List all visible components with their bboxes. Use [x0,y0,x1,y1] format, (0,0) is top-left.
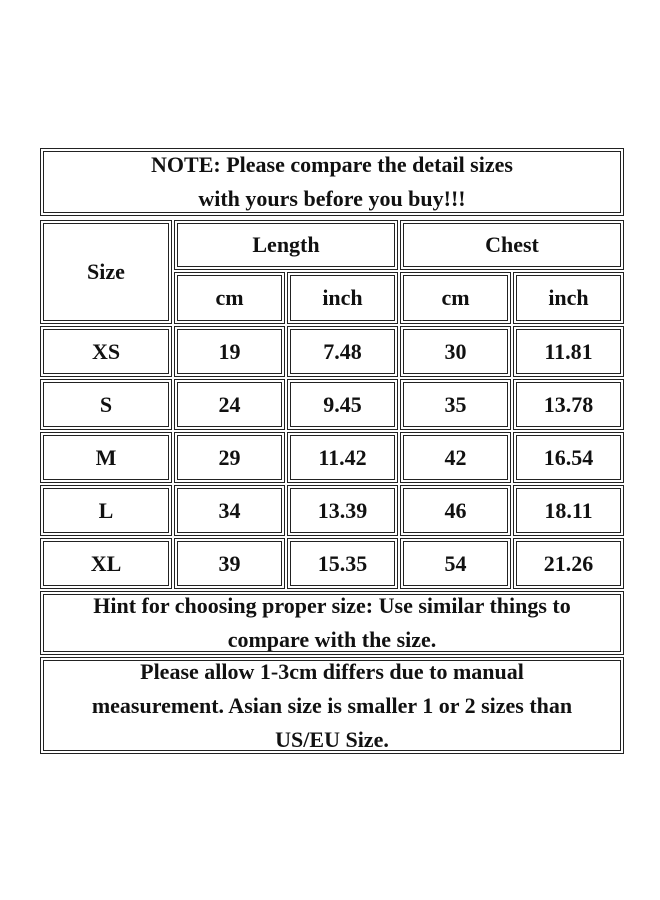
chest-cm-value: 46 [444,497,467,523]
row-m-length-inch [287,432,398,483]
row-xs-length-inch [287,326,398,377]
chest-cm-value: 30 [444,338,467,364]
length-header [174,220,398,270]
measurement-note-line-3: US/EU Size. [275,726,389,752]
row-xs-length-cm [174,326,285,377]
hint-line-2: compare with the size. [227,627,437,652]
row-xl-length-inch [287,538,398,589]
chest-inch-header [513,272,624,324]
measurement-note [40,657,624,754]
row-s-chest-cm [400,379,511,430]
row-xl-chest-inch [513,538,624,589]
length-inch-value: 9.45 [323,391,362,417]
chest-header [400,220,624,270]
chest-cm-label: cm [441,285,470,310]
length-cm-header [174,272,285,324]
size-chart [40,148,624,754]
chest-cm-value: 42 [444,444,467,470]
note-line-1: NOTE: Please compare the detail sizes [151,152,513,177]
length-cm-value: 29 [218,444,241,470]
length-header-label: Length [252,232,320,257]
note-line-2: with yours before you buy!!! [198,186,466,211]
size-value: M [95,444,117,470]
length-inch-value: 15.35 [317,550,368,576]
length-inch-value: 11.42 [318,444,367,470]
chest-cm-header [400,272,511,324]
row-s-chest-inch [513,379,624,430]
length-inch-label: inch [322,285,363,310]
row-xl-length-cm [174,538,285,589]
chest-inch-value: 21.26 [543,550,594,576]
chest-cm-value: 54 [444,550,467,576]
length-inch-value: 7.48 [323,338,362,364]
chest-inch-value: 11.81 [544,338,593,364]
length-cm-value: 19 [218,338,241,364]
chest-header-label: Chest [485,232,539,257]
length-inch-value: 13.39 [317,497,368,523]
row-xs-chest-cm [400,326,511,377]
row-xs-chest-inch [513,326,624,377]
row-l-length-cm [174,485,285,536]
size-header-label: Size [87,259,125,284]
chest-inch-label: inch [548,285,589,310]
row-m-chest-cm [400,432,511,483]
measurement-note-line-2: measurement. Asian size is smaller 1 or 2 sizes than [91,692,573,718]
row-xs-size [40,326,172,377]
hint-line-1: Hint for choosing proper size: Use similar things to [93,593,571,618]
chest-inch-value: 13.78 [543,391,594,417]
row-l-size [40,485,172,536]
chest-inch-value: 18.11 [544,497,593,523]
length-cm-value: 39 [218,550,241,576]
size-value: L [98,497,114,523]
length-inch-header [287,272,398,324]
length-cm-value: 24 [218,391,241,417]
length-cm-value: 34 [218,497,241,523]
size-value: XS [91,338,121,364]
row-m-length-cm [174,432,285,483]
note-banner [40,148,624,216]
row-m-size [40,432,172,483]
measurement-note-text [86,655,578,757]
measurement-note-line-1: Please allow 1-3cm differs due to manual [140,658,524,684]
note-text [145,148,519,216]
row-l-chest-inch [513,485,624,536]
size-value: XL [90,550,122,576]
length-cm-label: cm [215,285,244,310]
row-l-length-inch [287,485,398,536]
row-s-length-inch [287,379,398,430]
size-value: S [99,391,113,417]
row-s-length-cm [174,379,285,430]
size-header [40,220,172,324]
row-xl-chest-cm [400,538,511,589]
row-xl-size [40,538,172,589]
row-m-chest-inch [513,432,624,483]
row-s-size [40,379,172,430]
chest-cm-value: 35 [444,391,467,417]
chest-inch-value: 16.54 [543,444,594,470]
row-l-chest-cm [400,485,511,536]
hint-box [40,591,624,655]
hint-text [87,589,577,657]
